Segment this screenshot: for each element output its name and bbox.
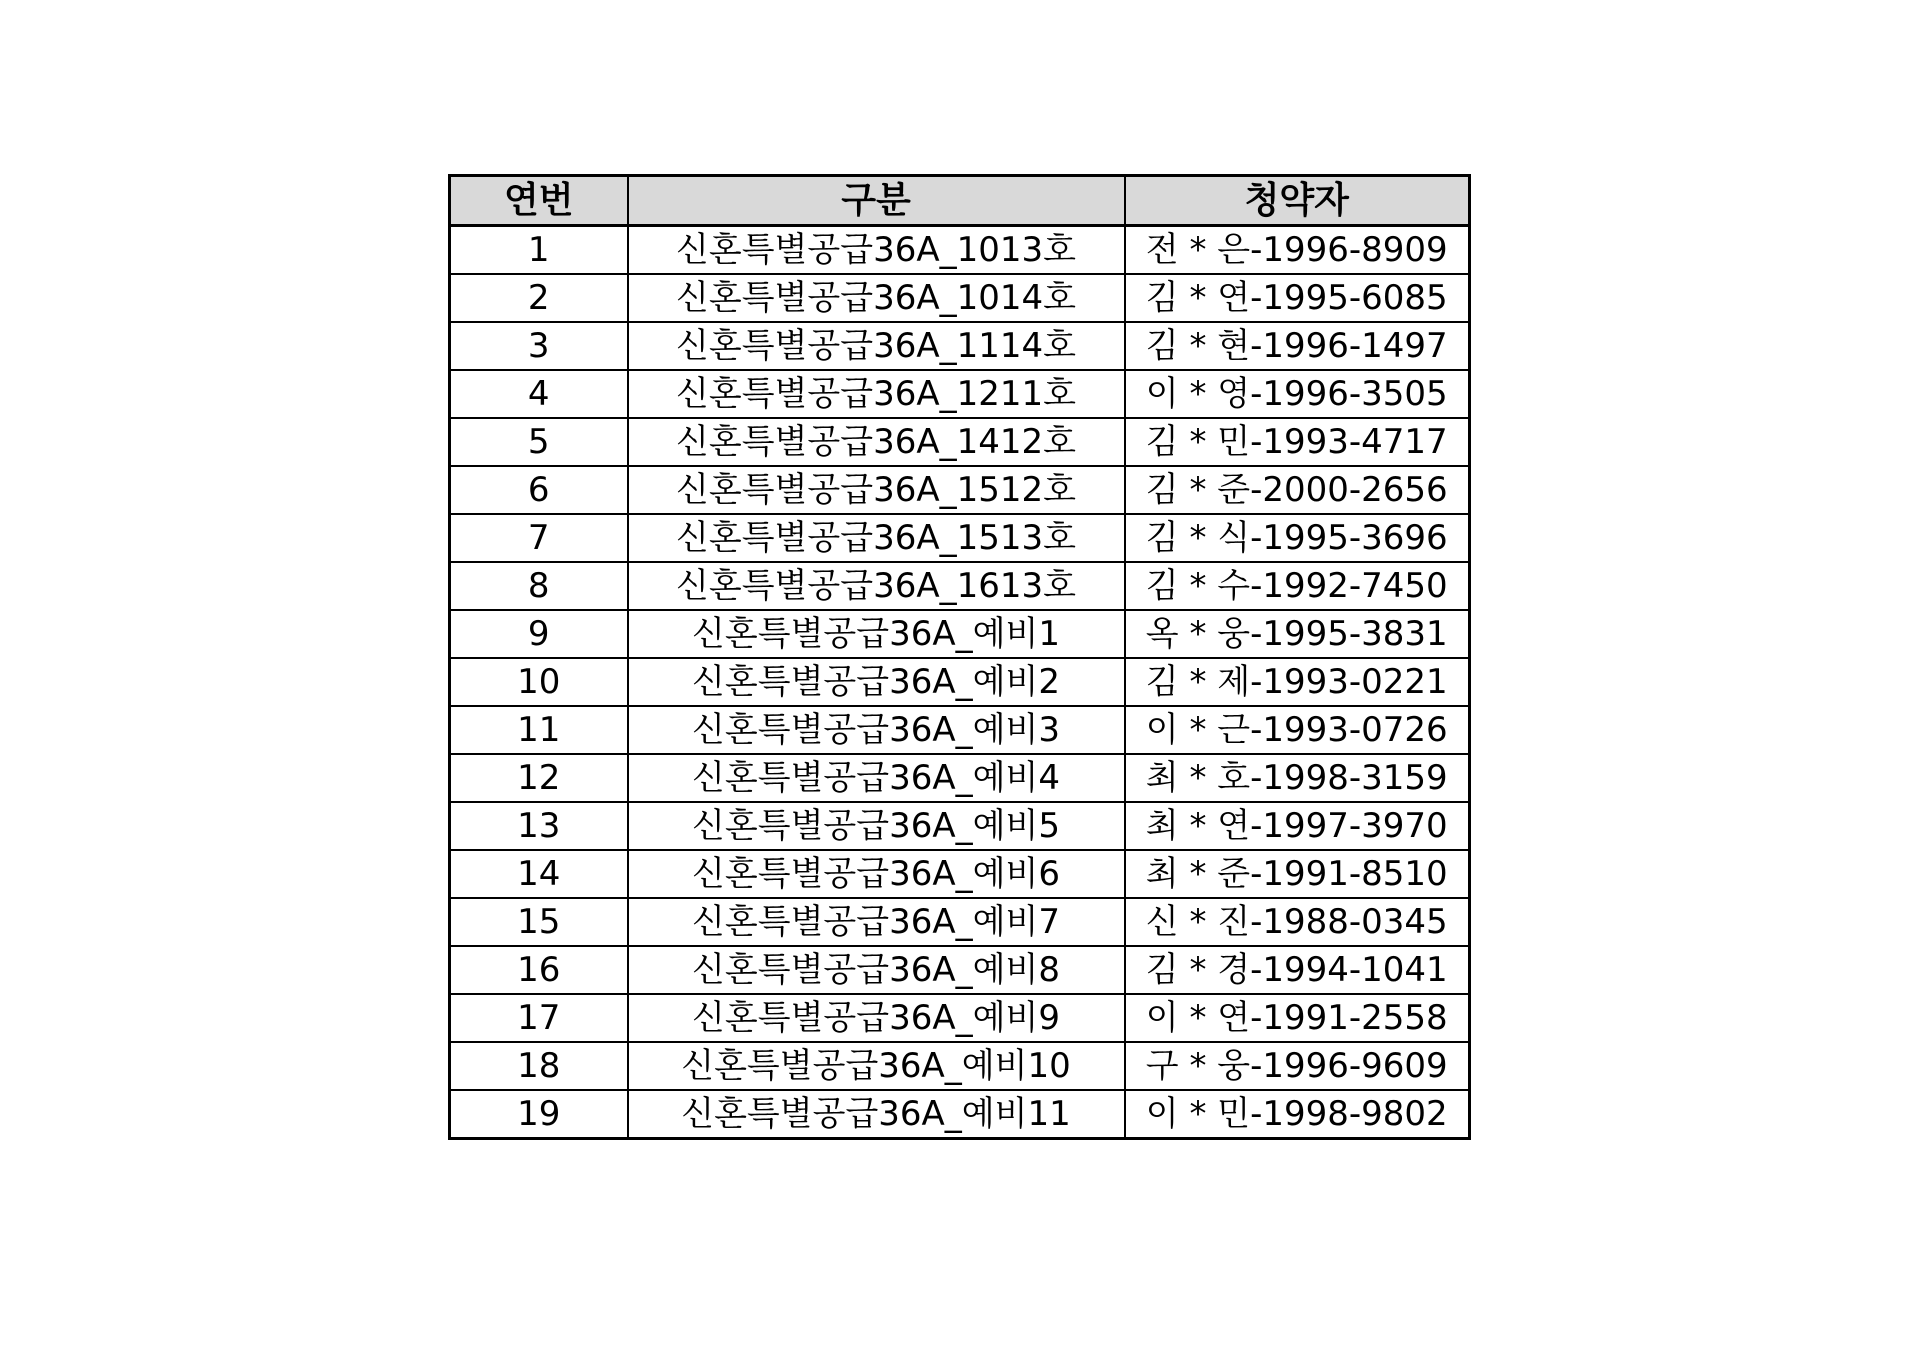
table-row xyxy=(450,850,1470,898)
row-number-cell: 17 xyxy=(450,994,628,1042)
row-applicant-cell: 김 * 준-2000-2656 xyxy=(1125,466,1470,514)
row-applicant-cell: 김 * 제-1993-0221 xyxy=(1125,658,1470,706)
row-number-cell: 8 xyxy=(450,562,628,610)
row-applicant-cell: 김 * 현-1996-1497 xyxy=(1125,322,1470,370)
table-header xyxy=(450,176,1470,226)
table-row xyxy=(450,754,1470,802)
table-row xyxy=(450,322,1470,370)
row-category-cell: 신혼특별공급36A_예비1 xyxy=(628,610,1125,658)
row-number-cell: 9 xyxy=(450,610,628,658)
row-category-cell: 신혼특별공급36A_예비10 xyxy=(628,1042,1125,1090)
row-number-cell: 3 xyxy=(450,322,628,370)
row-category-cell: 신혼특별공급36A_1513호 xyxy=(628,514,1125,562)
header-number: 연번 xyxy=(450,176,628,226)
table-body xyxy=(450,226,1470,1139)
row-category-cell: 신혼특별공급36A_1613호 xyxy=(628,562,1125,610)
row-applicant-cell: 구 * 웅-1996-9609 xyxy=(1125,1042,1470,1090)
row-category-cell: 신혼특별공급36A_1013호 xyxy=(628,226,1125,275)
row-category-cell: 신혼특별공급36A_예비6 xyxy=(628,850,1125,898)
row-number-cell: 6 xyxy=(450,466,628,514)
table-row xyxy=(450,802,1470,850)
table-row xyxy=(450,418,1470,466)
table-row xyxy=(450,658,1470,706)
row-applicant-cell: 김 * 식-1995-3696 xyxy=(1125,514,1470,562)
header-applicant: 청약자 xyxy=(1125,176,1470,226)
row-applicant-cell: 전 * 은-1996-8909 xyxy=(1125,226,1470,275)
row-applicant-cell: 이 * 민-1998-9802 xyxy=(1125,1090,1470,1139)
table-row xyxy=(450,1042,1470,1090)
row-category-cell: 신혼특별공급36A_예비2 xyxy=(628,658,1125,706)
row-category-cell: 신혼특별공급36A_예비5 xyxy=(628,802,1125,850)
header-category: 구분 xyxy=(628,176,1125,226)
row-number-cell: 19 xyxy=(450,1090,628,1139)
table-row xyxy=(450,898,1470,946)
row-number-cell: 2 xyxy=(450,274,628,322)
row-applicant-cell: 옥 * 웅-1995-3831 xyxy=(1125,610,1470,658)
table-row xyxy=(450,466,1470,514)
row-category-cell: 신혼특별공급36A_예비8 xyxy=(628,946,1125,994)
table-row xyxy=(450,610,1470,658)
table-row xyxy=(450,946,1470,994)
row-applicant-cell: 이 * 근-1993-0726 xyxy=(1125,706,1470,754)
row-number-cell: 14 xyxy=(450,850,628,898)
row-category-cell: 신혼특별공급36A_예비4 xyxy=(628,754,1125,802)
row-category-cell: 신혼특별공급36A_예비11 xyxy=(628,1090,1125,1139)
row-applicant-cell: 신 * 진-1988-0345 xyxy=(1125,898,1470,946)
table-row xyxy=(450,562,1470,610)
row-category-cell: 신혼특별공급36A_1114호 xyxy=(628,322,1125,370)
row-applicant-cell: 이 * 영-1996-3505 xyxy=(1125,370,1470,418)
row-applicant-cell: 최 * 호-1998-3159 xyxy=(1125,754,1470,802)
row-category-cell: 신혼특별공급36A_1211호 xyxy=(628,370,1125,418)
row-category-cell: 신혼특별공급36A_1412호 xyxy=(628,418,1125,466)
row-category-cell: 신혼특별공급36A_예비9 xyxy=(628,994,1125,1042)
table-row xyxy=(450,706,1470,754)
row-applicant-cell: 김 * 연-1995-6085 xyxy=(1125,274,1470,322)
table-row xyxy=(450,370,1470,418)
row-number-cell: 1 xyxy=(450,226,628,275)
row-applicant-cell: 이 * 연-1991-2558 xyxy=(1125,994,1470,1042)
row-category-cell: 신혼특별공급36A_1014호 xyxy=(628,274,1125,322)
table-row xyxy=(450,274,1470,322)
row-number-cell: 18 xyxy=(450,1042,628,1090)
row-number-cell: 4 xyxy=(450,370,628,418)
row-number-cell: 12 xyxy=(450,754,628,802)
row-number-cell: 13 xyxy=(450,802,628,850)
row-applicant-cell: 최 * 준-1991-8510 xyxy=(1125,850,1470,898)
row-applicant-cell: 김 * 민-1993-4717 xyxy=(1125,418,1470,466)
header-row xyxy=(450,176,1470,226)
table-row xyxy=(450,1090,1470,1139)
row-category-cell: 신혼특별공급36A_예비7 xyxy=(628,898,1125,946)
row-category-cell: 신혼특별공급36A_예비3 xyxy=(628,706,1125,754)
row-number-cell: 11 xyxy=(450,706,628,754)
row-applicant-cell: 최 * 연-1997-3970 xyxy=(1125,802,1470,850)
document-page xyxy=(448,174,1471,1140)
table-row xyxy=(450,226,1470,275)
table-row xyxy=(450,514,1470,562)
applicant-table xyxy=(448,174,1471,1140)
row-applicant-cell: 김 * 수-1992-7450 xyxy=(1125,562,1470,610)
row-number-cell: 16 xyxy=(450,946,628,994)
row-category-cell: 신혼특별공급36A_1512호 xyxy=(628,466,1125,514)
row-number-cell: 7 xyxy=(450,514,628,562)
row-number-cell: 15 xyxy=(450,898,628,946)
row-number-cell: 10 xyxy=(450,658,628,706)
row-applicant-cell: 김 * 경-1994-1041 xyxy=(1125,946,1470,994)
row-number-cell: 5 xyxy=(450,418,628,466)
table-row xyxy=(450,994,1470,1042)
